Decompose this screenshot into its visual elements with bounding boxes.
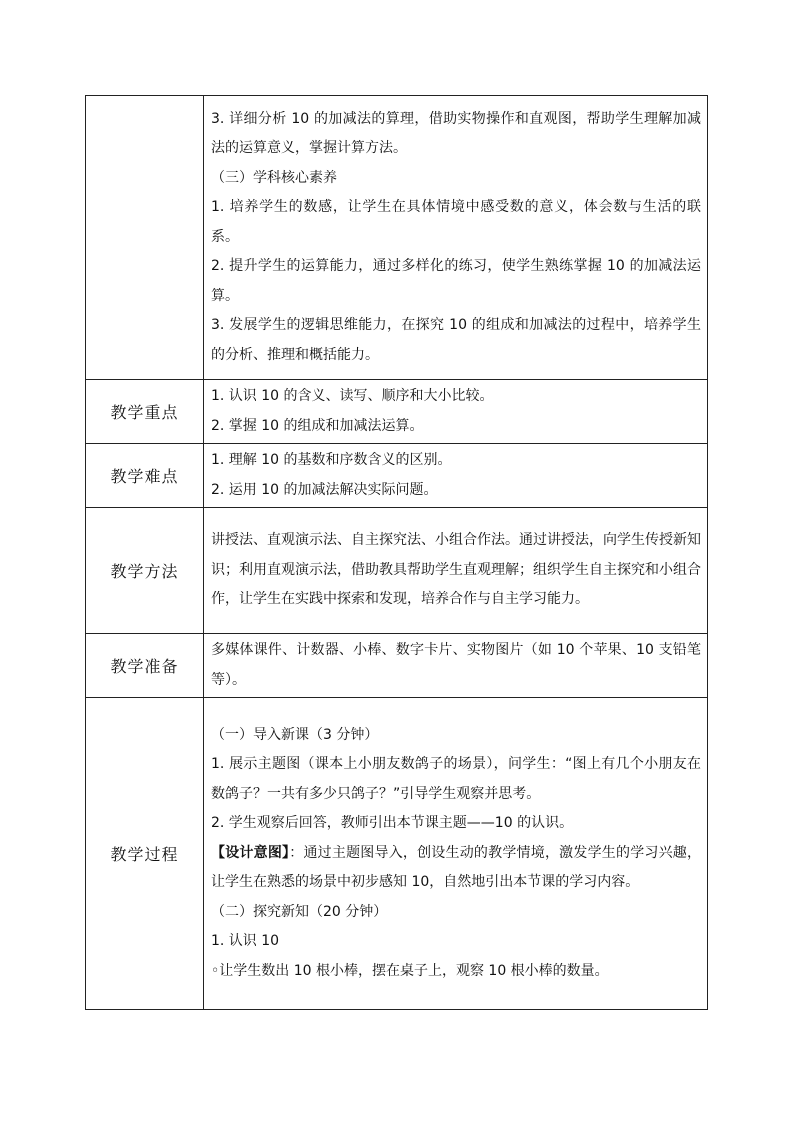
paragraph: 3. 详细分析 10 的加减法的算理，借助实物操作和直观图，帮助学生理解加减法的运算意义，掌握计算方法。	[211, 110, 701, 157]
paragraph: 1. 展示主题图（课本上小朋友数鸽子的场景），问学生：“图上有几个小朋友在数鸽子？一共有多少只鸽子？”引导学生观察并思考。	[211, 756, 701, 802]
table-row	[86, 380, 708, 444]
row-label	[86, 96, 204, 380]
row-content	[204, 634, 708, 698]
paragraph: 1. 认识 10 的含义、读写、顺序和大小比较。	[211, 388, 494, 404]
table-row	[86, 698, 708, 1010]
paragraph: 2. 提升学生的运算能力，通过多样化的练习，使学生熟练掌握 10 的加减法运算。	[211, 258, 701, 304]
table-row	[86, 444, 708, 508]
row-label-process: 教学过程	[86, 698, 204, 1010]
section-heading: （二）探究新知（20 分钟）	[211, 903, 388, 920]
paragraph: 讲授法、直观演示法、自主探究法、小组合作法。通过讲授法，向学生传授新知识；利用直观演示法，借助教具帮助学生直观理解；组织学生自主探究和小组合作，让学生在实践中探索和发现，培养合作与自主学习能力。	[211, 532, 701, 608]
table-row	[86, 634, 708, 698]
section-heading: （三）学科核心素养	[211, 169, 337, 186]
paragraph: 1. 培养学生的数感，让学生在具体情境中感受数的意义，体会数与生活的联系。	[211, 199, 701, 245]
row-content	[204, 444, 708, 508]
design-intent-tag: 【设计意图】	[211, 844, 290, 861]
table-row	[86, 508, 708, 634]
row-label-key-points: 教学重点	[86, 380, 204, 444]
paragraph: 1. 理解 10 的基数和序数含义的区别。	[211, 452, 452, 468]
lesson-plan-table	[85, 95, 708, 1010]
paragraph: 1. 认识 10	[211, 933, 280, 950]
row-content	[204, 508, 708, 634]
paragraph: 多媒体课件、计数器、小棒、数字卡片、实物图片（如 10 个苹果、10 支铅笔等）。	[211, 642, 701, 688]
row-label-difficulties: 教学难点	[86, 444, 204, 508]
design-intent-text: ：通过主题图导入，创设生动的教学情境，激发学生的学习兴趣，让学生在熟悉的场景中初步感知 10，自然地引出本节课的学习内容。	[211, 844, 702, 891]
table-row	[86, 96, 708, 380]
row-content	[204, 698, 708, 1010]
row-content	[204, 96, 708, 380]
paragraph: 2. 掌握 10 的组成和加减法运算。	[211, 417, 424, 434]
row-label-methods: 教学方法	[86, 508, 204, 634]
paragraph: 2. 运用 10 的加减法解决实际问题。	[211, 481, 438, 498]
paragraph: ◦让学生数出 10 根小棒，摆在桌子上，观察 10 根小棒的数量。	[211, 962, 609, 979]
section-heading: （一）导入新课（3 分钟）	[211, 726, 379, 743]
row-label-preparation: 教学准备	[86, 634, 204, 698]
paragraph: 2. 学生观察后回答，教师引出本节课主题——10 的认识。	[211, 815, 574, 832]
row-content	[204, 380, 708, 444]
design-intent-paragraph	[211, 839, 701, 898]
paragraph: 3. 发展学生的逻辑思维能力，在探究 10 的组成和加减法的过程中，培养学生的分析、推理和概括能力。	[211, 317, 701, 363]
